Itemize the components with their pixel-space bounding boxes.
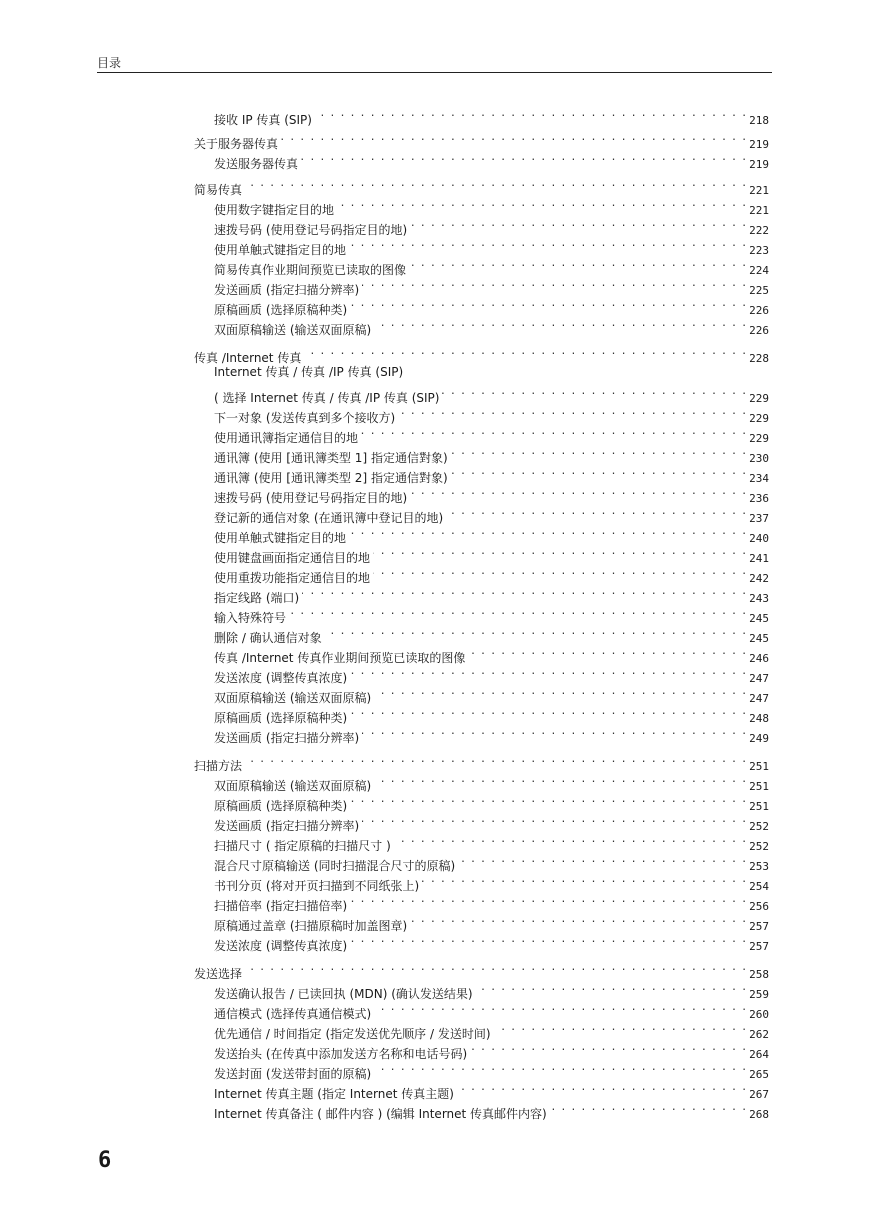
toc-dot-leader bbox=[245, 174, 746, 194]
toc-entry[interactable] bbox=[214, 1018, 769, 1041]
toc-entry-title: 通讯簿 (使用 [通讯簿类型 1] 指定通信對象) bbox=[214, 451, 448, 465]
toc-entry[interactable] bbox=[214, 662, 769, 685]
toc-entry-page: 252 bbox=[749, 840, 769, 853]
toc-entry[interactable] bbox=[214, 770, 769, 793]
toc-entry-page: 264 bbox=[749, 1048, 769, 1061]
toc-entry[interactable] bbox=[214, 582, 769, 605]
toc-entry-title: 双面原稿输送 (输送双面原稿) bbox=[214, 323, 372, 337]
toc-dot-leader bbox=[301, 148, 746, 168]
toc-entry[interactable] bbox=[214, 382, 769, 405]
toc-entry-page: 230 bbox=[749, 452, 769, 465]
page-number: 6 bbox=[98, 1148, 112, 1173]
toc-entry-page: 225 bbox=[749, 284, 769, 297]
toc-dot-leader bbox=[374, 682, 746, 702]
toc-entry-page: 262 bbox=[749, 1028, 769, 1041]
toc-entry[interactable] bbox=[214, 502, 769, 525]
toc-entry-title: 双面原稿输送 (输送双面原稿) bbox=[214, 779, 372, 793]
toc-entry[interactable] bbox=[214, 214, 769, 237]
toc-entry-title: 发送浓度 (调整传真浓度) bbox=[214, 671, 348, 685]
toc-entry[interactable] bbox=[214, 462, 769, 485]
toc-entry-title: 删除 / 确认通信对象 bbox=[214, 631, 322, 645]
toc-entry-title: 发送服务器传真 bbox=[214, 157, 299, 171]
toc-entry[interactable] bbox=[214, 682, 769, 705]
toc-entry-page: 223 bbox=[749, 244, 769, 257]
toc-entry[interactable] bbox=[214, 602, 769, 625]
toc-entry-page: 247 bbox=[749, 672, 769, 685]
toc-entry-title: 速拨号码 (使用登记号码指定目的地) bbox=[214, 491, 408, 505]
toc-entry-page: 246 bbox=[749, 652, 769, 665]
toc-dot-leader bbox=[325, 622, 746, 642]
toc-entry-title: Internet 传真主题 (指定 Internet 传真主题) bbox=[214, 1087, 454, 1101]
toc-dot-leader bbox=[350, 702, 746, 722]
toc-entry-title: 使用数字键指定目的地 bbox=[214, 203, 335, 217]
toc-entry[interactable] bbox=[214, 1078, 769, 1101]
toc-dot-leader bbox=[374, 770, 746, 790]
toc-dot-leader bbox=[394, 830, 746, 850]
toc-dot-leader bbox=[350, 790, 746, 810]
toc-entry-page: 229 bbox=[749, 432, 769, 445]
toc-entry-title: 使用重拨功能指定通信目的地 bbox=[214, 571, 371, 585]
toc-entry-page: 240 bbox=[749, 532, 769, 545]
toc-entry[interactable] bbox=[214, 1098, 769, 1121]
toc-entry[interactable] bbox=[214, 234, 769, 257]
toc-dot-leader bbox=[451, 442, 747, 462]
toc-entry-title: 发送浓度 (调整传真浓度) bbox=[214, 939, 348, 953]
toc-entry-title: 发送确认报告 / 已读回执 (MDN) (确认发送结果) bbox=[214, 987, 473, 1001]
toc-entry[interactable] bbox=[214, 998, 769, 1021]
toc-entry-page: 226 bbox=[749, 324, 769, 337]
toc-entry-title: 发送画质 (指定扫描分辨率) bbox=[214, 283, 360, 297]
toc-dot-leader bbox=[350, 890, 746, 910]
toc-dot-leader bbox=[458, 850, 746, 870]
toc-entry-title: 原稿画质 (选择原稿种类) bbox=[214, 799, 348, 813]
toc-entry[interactable] bbox=[214, 722, 769, 745]
toc-dot-leader bbox=[374, 1058, 746, 1078]
toc-entry-title: 简易传真 bbox=[194, 183, 243, 197]
toc-entry[interactable] bbox=[214, 314, 769, 337]
toc-entry-page: 243 bbox=[749, 592, 769, 605]
toc-entry-page: 252 bbox=[749, 820, 769, 833]
toc-entry-title: 发送抬头 (在传真中添加发送方名称和电话号码) bbox=[214, 1047, 468, 1061]
toc-entry-page: 241 bbox=[749, 552, 769, 565]
toc-dot-leader bbox=[362, 810, 746, 830]
toc-entry-page: 259 bbox=[749, 988, 769, 1001]
toc-dot-leader bbox=[373, 562, 746, 582]
toc-entry[interactable] bbox=[214, 254, 769, 277]
toc-entry-page: 251 bbox=[749, 780, 769, 793]
toc-dot-leader bbox=[350, 662, 746, 682]
toc-dot-leader bbox=[422, 870, 746, 890]
toc-entry-title: 关于服务器传真 bbox=[194, 137, 279, 151]
toc-entry[interactable] bbox=[214, 1058, 769, 1081]
toc-entry-title: Internet 传真 / 传真 /IP 传真 (SIP) bbox=[214, 365, 404, 379]
toc-entry-page: 226 bbox=[749, 304, 769, 317]
toc-entry-page: 251 bbox=[749, 760, 769, 773]
toc-dot-leader bbox=[362, 722, 746, 742]
toc-entry-title: 扫描倍率 (指定扫描倍率) bbox=[214, 899, 348, 913]
toc-entry[interactable] bbox=[214, 870, 769, 893]
page-header-title: 目录 bbox=[97, 56, 122, 70]
toc-entry[interactable] bbox=[194, 128, 769, 151]
header-divider bbox=[97, 72, 772, 73]
toc-entry-title: 混合尺寸原稿输送 (同时扫描混合尺寸的原稿) bbox=[214, 859, 456, 873]
toc-entry[interactable] bbox=[194, 174, 769, 197]
toc-entry-page: 249 bbox=[749, 732, 769, 745]
toc-entry[interactable] bbox=[214, 830, 769, 853]
toc-entry[interactable] bbox=[214, 294, 769, 317]
toc-entry-title: 优先通信 / 时间指定 (指定发送优先顺序 / 发送时间) bbox=[214, 1027, 491, 1041]
toc-entry[interactable] bbox=[194, 958, 769, 981]
toc-dot-leader bbox=[302, 582, 746, 602]
toc-entry-page: 247 bbox=[749, 692, 769, 705]
toc-entry-page: 234 bbox=[749, 472, 769, 485]
toc-entry-page: 267 bbox=[749, 1088, 769, 1101]
toc-entry-page: 253 bbox=[749, 860, 769, 873]
toc-entry-page: 257 bbox=[749, 920, 769, 933]
toc-entry-title: 书刊分页 (将对开页扫描到不同纸张上) bbox=[214, 879, 420, 893]
toc-dot-leader bbox=[361, 422, 746, 442]
toc-entry[interactable] bbox=[214, 522, 769, 545]
toc-entry[interactable] bbox=[214, 542, 769, 565]
toc-dot-leader bbox=[374, 314, 746, 334]
toc-entry-page: 268 bbox=[749, 1108, 769, 1121]
toc-dot-leader bbox=[442, 382, 746, 402]
toc-entry-page: 236 bbox=[749, 492, 769, 505]
toc-dot-leader bbox=[494, 1018, 747, 1038]
toc-dot-leader bbox=[550, 1098, 746, 1118]
toc-entry-title: Internet 传真备注 ( 邮件内容 ) (编辑 Internet 传真邮件内容) bbox=[214, 1107, 547, 1121]
toc-entry-title: 通信模式 (选择传真通信模式) bbox=[214, 1007, 372, 1021]
toc-entry[interactable] bbox=[214, 910, 769, 933]
toc-entry-title: 双面原稿输送 (输送双面原稿) bbox=[214, 691, 372, 705]
toc-entry-title: 指定线路 (端口) bbox=[214, 591, 300, 605]
toc-dot-leader bbox=[398, 402, 746, 422]
toc-entry[interactable] bbox=[214, 104, 769, 127]
toc-entry-title: 使用单触式键指定目的地 bbox=[214, 531, 347, 545]
toc-entry-title: 简易传真作业期间预览已读取的图像 bbox=[214, 263, 407, 277]
toc-dot-leader bbox=[304, 342, 746, 362]
toc-entry-page: 242 bbox=[749, 572, 769, 585]
toc-entry-page: 265 bbox=[749, 1068, 769, 1081]
toc-entry[interactable] bbox=[214, 978, 769, 1001]
toc-dot-leader bbox=[349, 234, 746, 254]
toc-dot-leader bbox=[409, 254, 746, 274]
toc-entry[interactable] bbox=[214, 274, 769, 297]
toc-entry-title: 传真 /Internet 传真作业期间预览已读取的图像 bbox=[214, 651, 466, 665]
toc-entry-title: ( 选择 Internet 传真 / 传真 /IP 传真 (SIP) bbox=[214, 391, 440, 405]
toc-entry[interactable] bbox=[214, 402, 769, 425]
toc-dot-leader bbox=[468, 642, 746, 662]
toc-entry-title: 原稿画质 (选择原稿种类) bbox=[214, 711, 348, 725]
toc-entry-page: 256 bbox=[749, 900, 769, 913]
toc-dot-leader bbox=[337, 194, 746, 214]
toc-entry-title: 下一对象 (发送传真到多个接收方) bbox=[214, 411, 396, 425]
toc-entry[interactable] bbox=[194, 342, 769, 365]
toc-entry[interactable] bbox=[214, 1038, 769, 1061]
toc-dot-leader bbox=[245, 958, 746, 978]
toc-entry-page: 260 bbox=[749, 1008, 769, 1021]
toc-entry-page: 224 bbox=[749, 264, 769, 277]
toc-entry[interactable] bbox=[214, 810, 769, 833]
toc-entry-page: 218 bbox=[749, 114, 769, 127]
toc-entry-page: 219 bbox=[749, 138, 769, 151]
toc-entry-page: 221 bbox=[749, 184, 769, 197]
toc-entry[interactable] bbox=[214, 422, 769, 445]
toc-entry-title: 发送封面 (发送带封面的原稿) bbox=[214, 1067, 372, 1081]
toc-entry-title: 速拨号码 (使用登记号码指定目的地) bbox=[214, 223, 408, 237]
toc-dot-leader bbox=[281, 128, 746, 148]
toc-dot-leader bbox=[350, 294, 746, 314]
toc-dot-leader bbox=[410, 482, 746, 502]
toc-entry-title: 发送选择 bbox=[194, 967, 243, 981]
toc-dot-leader bbox=[476, 978, 747, 998]
toc-entry[interactable] bbox=[214, 890, 769, 913]
toc-dot-leader bbox=[315, 104, 746, 124]
toc-entry[interactable] bbox=[214, 194, 769, 217]
toc-entry-title: 原稿通过盖章 (扫描原稿时加盖图章) bbox=[214, 919, 408, 933]
toc-entry-title: 传真 /Internet 传真 bbox=[194, 351, 302, 365]
toc-entry[interactable] bbox=[214, 790, 769, 813]
toc-entry-title: 发送画质 (指定扫描分辨率) bbox=[214, 731, 360, 745]
toc-entry-title: 登记新的通信对象 (在通讯簿中登记目的地) bbox=[214, 511, 444, 525]
toc-entry-title: 使用键盘画面指定通信目的地 bbox=[214, 551, 371, 565]
toc-entry[interactable] bbox=[214, 148, 769, 171]
toc-entry[interactable] bbox=[214, 930, 769, 953]
toc-entry-page: 221 bbox=[749, 204, 769, 217]
toc-entry-title: 接收 IP 传真 (SIP) bbox=[214, 113, 312, 127]
toc-entry-title: 使用单触式键指定目的地 bbox=[214, 243, 347, 257]
toc-entry-page: 251 bbox=[749, 800, 769, 813]
toc-entry-page: 237 bbox=[749, 512, 769, 525]
toc-entry-title: 扫描尺寸 ( 指定原稿的扫描尺寸 ) bbox=[214, 839, 391, 853]
toc-entry[interactable] bbox=[214, 622, 769, 645]
toc-entry-page: 245 bbox=[749, 612, 769, 625]
toc-entry-page: 229 bbox=[749, 412, 769, 425]
toc-dot-leader bbox=[350, 930, 746, 950]
toc-entry-page: 248 bbox=[749, 712, 769, 725]
toc-entry-page: 222 bbox=[749, 224, 769, 237]
toc-dot-leader bbox=[410, 214, 746, 234]
toc-dot-leader bbox=[451, 462, 747, 482]
toc-entry-page: 258 bbox=[749, 968, 769, 981]
toc-entry-page: 219 bbox=[749, 158, 769, 171]
toc-entry[interactable] bbox=[214, 482, 769, 505]
toc-entry[interactable] bbox=[214, 642, 769, 665]
toc-entry-title: 通讯簿 (使用 [通讯簿类型 2] 指定通信對象) bbox=[214, 471, 448, 485]
toc-entry-page: 257 bbox=[749, 940, 769, 953]
toc-entry[interactable] bbox=[214, 702, 769, 725]
toc-entry-title: 原稿画质 (选择原稿种类) bbox=[214, 303, 348, 317]
toc-dot-leader bbox=[245, 750, 746, 770]
toc-entry[interactable] bbox=[214, 362, 769, 382]
toc-entry[interactable] bbox=[214, 850, 769, 873]
toc-dot-leader bbox=[410, 910, 746, 930]
toc-dot-leader bbox=[470, 1038, 746, 1058]
toc-entry-title: 使用通讯簿指定通信目的地 bbox=[214, 431, 359, 445]
toc-entry-page: 229 bbox=[749, 392, 769, 405]
toc-entry-title: 发送画质 (指定扫描分辨率) bbox=[214, 819, 360, 833]
toc-entry-title: 输入特殊符号 bbox=[214, 611, 287, 625]
toc-entry-page: 245 bbox=[749, 632, 769, 645]
toc-entry-page: 254 bbox=[749, 880, 769, 893]
toc-entry-title: 扫描方法 bbox=[194, 759, 243, 773]
toc-dot-leader bbox=[446, 502, 746, 522]
toc-dot-leader bbox=[373, 542, 746, 562]
toc-entry[interactable] bbox=[214, 442, 769, 465]
toc-dot-leader bbox=[374, 998, 746, 1018]
toc-dot-leader bbox=[362, 274, 746, 294]
toc-dot-leader bbox=[457, 1078, 746, 1098]
toc-entry[interactable] bbox=[214, 562, 769, 585]
toc-dot-leader bbox=[349, 522, 746, 542]
toc-entry-page: 228 bbox=[749, 352, 769, 365]
toc-dot-leader bbox=[289, 602, 746, 622]
toc-entry[interactable] bbox=[194, 750, 769, 773]
